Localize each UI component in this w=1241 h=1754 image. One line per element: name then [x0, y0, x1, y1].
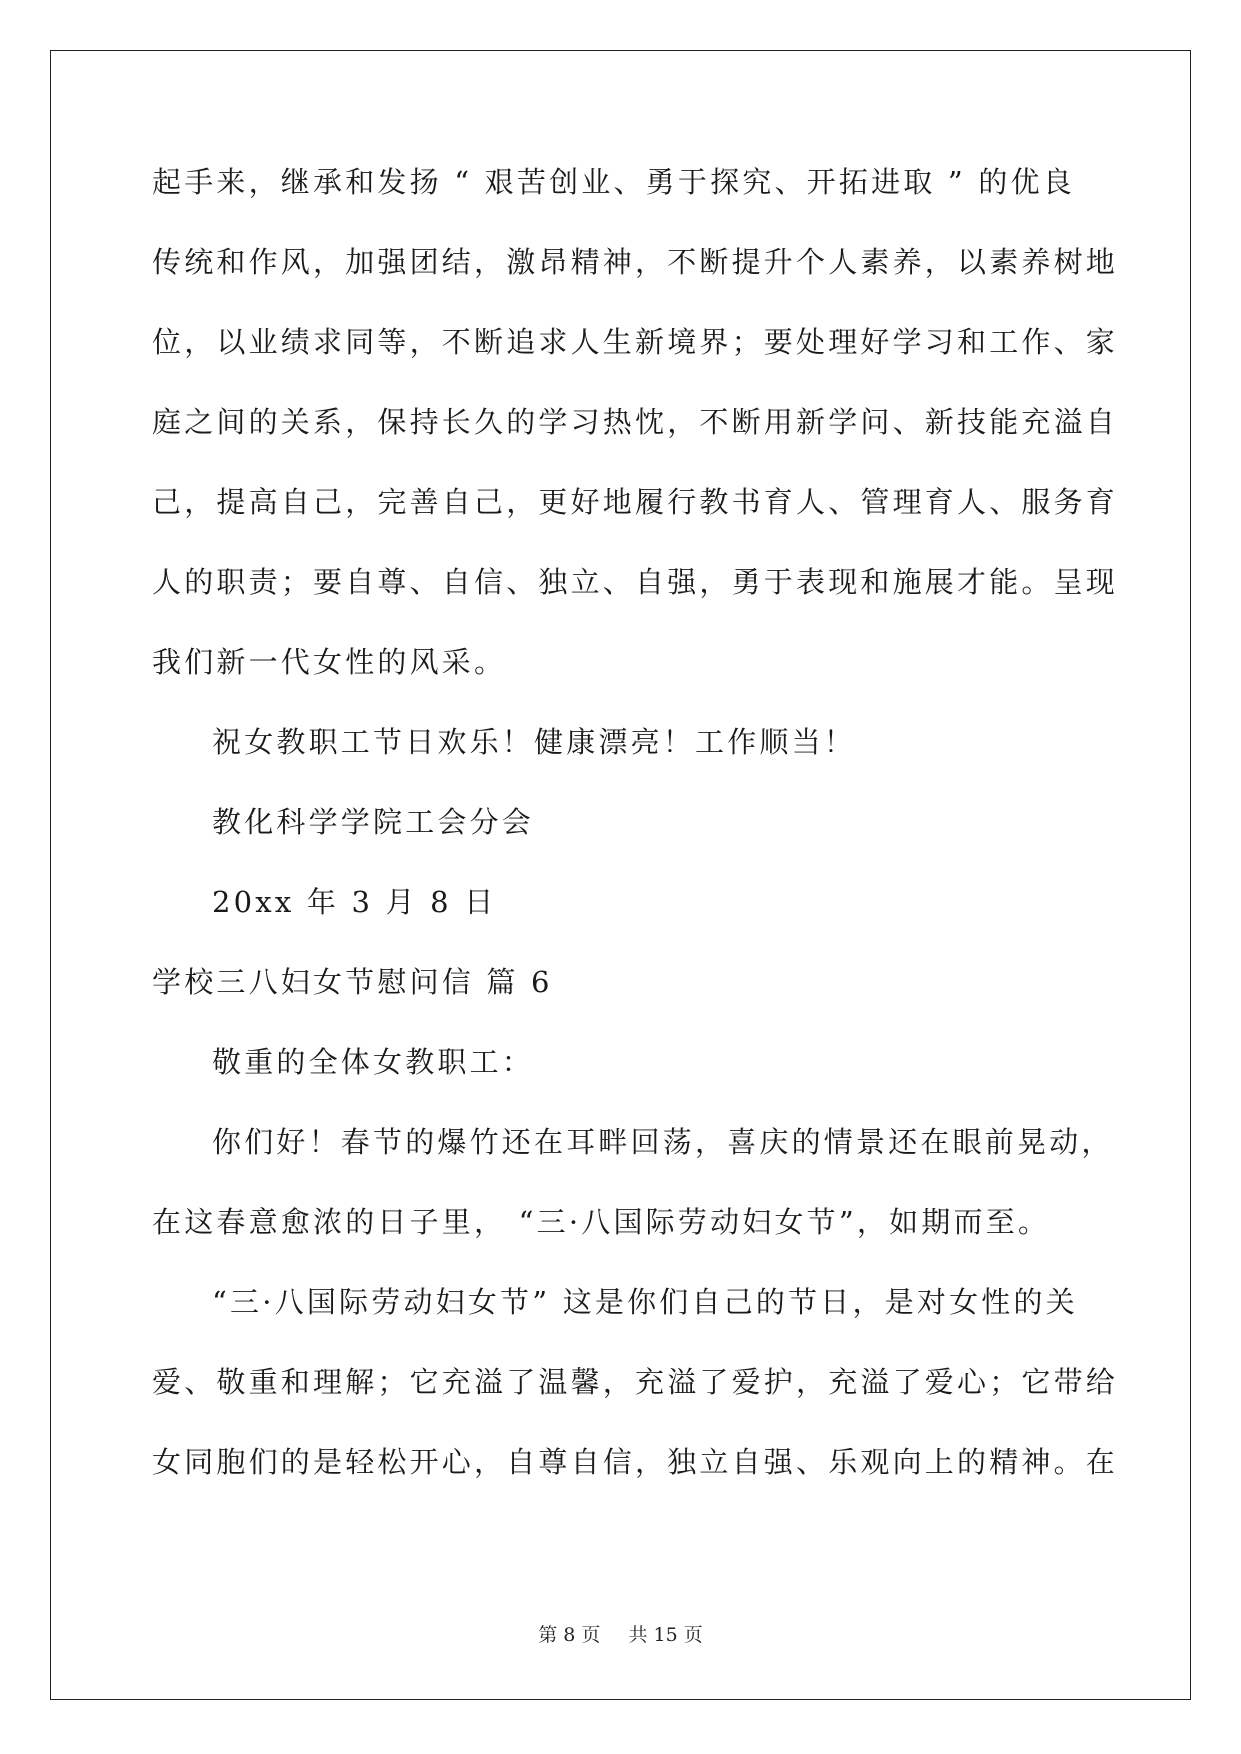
- closing-wish: 祝女教职工节日欢乐！健康漂亮！工作顺当！: [212, 725, 857, 759]
- paragraph-line: 己，提高自己，完善自己，更好地履行教书育人、管理育人、服务育: [152, 485, 1119, 519]
- paragraph-line: 起手来，继承和发扬 “ 艰苦创业、勇于探究、开拓进取 ” 的优良: [152, 165, 1075, 199]
- paragraph-line: 在这春意愈浓的日子里， “三·八国际劳动妇女节”，如期而至。: [152, 1205, 1051, 1239]
- salutation: 敬重的全体女教职工：: [212, 1045, 535, 1079]
- paragraph-line: 我们新一代女性的风采。: [152, 645, 507, 679]
- paragraph-line: “三·八国际劳动妇女节” 这是你们自己的节日，是对女性的关: [212, 1285, 1078, 1319]
- signature-org: 教化科学学院工会分会: [212, 805, 535, 839]
- paragraph-line: 位，以业绩求同等，不断追求人生新境界；要处理好学习和工作、家: [152, 325, 1119, 359]
- page-total: 共 15 页: [628, 1624, 703, 1646]
- paragraph-line: 你们好！春节的爆竹还在耳畔回荡，喜庆的情景还在眼前晃动，: [212, 1125, 1114, 1159]
- page-footer: [0, 1620, 1241, 1647]
- paragraph-line: 庭之间的关系，保持长久的学习热忱，不断用新学问、新技能充溢自: [152, 405, 1119, 439]
- page-number: 第 8 页: [538, 1624, 601, 1646]
- document-body: [152, 160, 1119, 1520]
- paragraph-line: 传统和作风，加强团结，激昂精神，不断提升个人素养，以素养树地: [152, 245, 1119, 279]
- signature-date: 20xx 年 3 月 8 日: [212, 885, 497, 919]
- paragraph-line: 爱、敬重和理解；它充溢了温馨，充溢了爱护，充溢了爱心；它带给: [152, 1365, 1119, 1399]
- section-heading: 学校三八妇女节慰问信 篇 6: [152, 965, 553, 999]
- paragraph-line: 人的职责；要自尊、自信、独立、自强，勇于表现和施展才能。呈现: [152, 565, 1119, 599]
- paragraph-line: 女同胞们的是轻松开心，自尊自信，独立自强、乐观向上的精神。在: [152, 1445, 1119, 1479]
